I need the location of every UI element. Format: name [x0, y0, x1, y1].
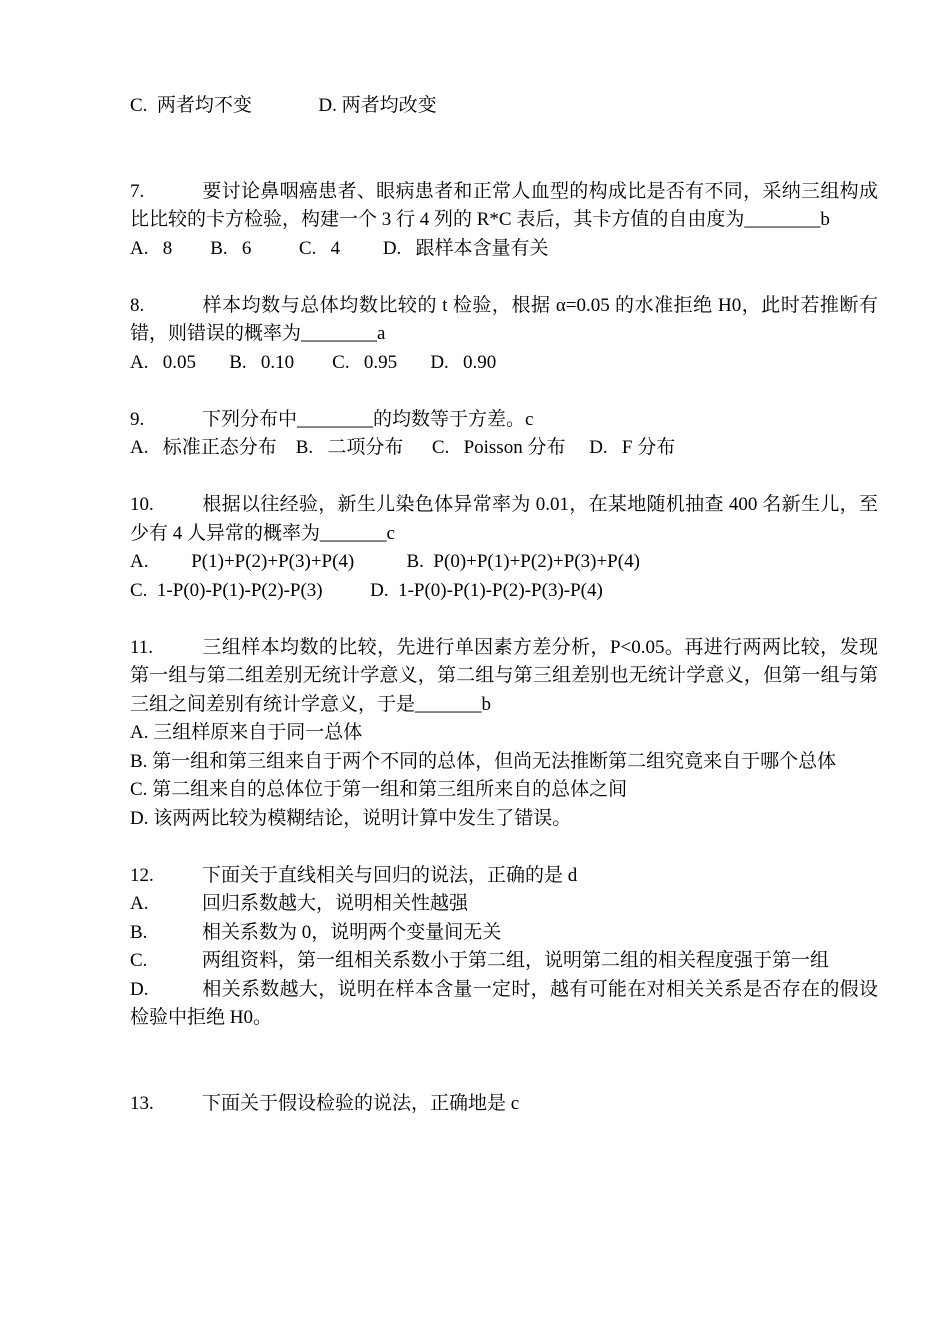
q10-number: 10. [130, 494, 154, 515]
q13-number: 13. [130, 1092, 154, 1114]
q12-option-c [130, 947, 878, 976]
q9-stem [130, 406, 878, 435]
q12-option-a [130, 890, 878, 919]
q8-options: A. 0.05 B. 0.10 C. 0.95 D. 0.90 [130, 351, 497, 373]
spacer [130, 263, 878, 292]
q12-option-c-text: 两组资料，第一组相关系数小于第二组，说明第二组的相关程度强于第一组 [202, 950, 830, 971]
q7-options: A. 8 B. 6 C. 4 D. 跟样本含量有关 [130, 237, 549, 259]
spacer [130, 833, 878, 862]
q9-options: A. 标准正态分布 B. 二项分布 C. Poisson 分布 D. F 分布 [130, 437, 676, 458]
q12-option-b-label: B. [130, 921, 148, 943]
q8-stem [130, 292, 878, 349]
q8-text: 样本均数与总体均数比较的 t 检验，根据 α=0.05 的水准拒绝 H0，此时若推断有错，则错误的概率为________a [130, 294, 878, 344]
document-body [130, 92, 878, 1118]
q12-option-d [130, 976, 878, 1033]
q7-text: 要讨论鼻咽癌患者、眼病患者和正常人血型的构成比是否有不同，采纳三组构成比比较的卡方检验，构建一个 3 行 4 列的 R*C 表后，其卡方值的自由度为________b [130, 180, 878, 230]
q12-option-c-label: C. [130, 950, 148, 971]
q12-option-b [130, 919, 878, 948]
q9-text: 下列分布中________的均数等于方差。c [202, 408, 534, 430]
q11-stem [130, 634, 878, 720]
q9-number: 9. [130, 408, 145, 430]
q10-options-2: C. 1-P(0)-P(1)-P(2)-P(3) D. 1-P(0)-P(1)-P(2)-P(3)-P(4) [130, 579, 603, 601]
q11-option-b: B. 第一组和第三组来自于两个不同的总体，但尚无法推断第二组究竟来自于哪个总体 [130, 750, 837, 772]
q6-options: C. 两者均不变 D. 两者均改变 [130, 95, 437, 116]
q10-text: 根据以往经验，新生儿染色体异常率为 0.01，在某地随机抽查 400 名新生儿，至少有 4 人异常的概率为_______c [130, 494, 878, 544]
spacer [130, 1033, 878, 1090]
q13-stem [130, 1090, 878, 1119]
q12-option-a-label: A. [130, 893, 149, 914]
q7-stem [130, 178, 878, 235]
q7-number: 7. [130, 180, 145, 202]
q12-option-d-text: 相关系数越大，说明在样本含量一定时，越有可能在对相关关系是否存在的假设检验中拒绝 H0。 [130, 978, 878, 1028]
spacer [130, 377, 878, 406]
q10-stem [130, 491, 878, 548]
q12-text: 下面关于直线相关与回归的说法，正确的是 d [202, 864, 578, 886]
q8-number: 8. [130, 294, 145, 316]
q11-option-d: D. 该两两比较为模糊结论，说明计算中发生了错误。 [130, 807, 572, 829]
q11-option-a: A. 三组样原来自于同一总体 [130, 722, 363, 743]
q12-option-b-text: 相关系数为 0，说明两个变量间无关 [202, 921, 502, 943]
spacer [130, 121, 878, 178]
q12-number: 12. [130, 864, 154, 886]
q11-number: 11. [130, 636, 154, 658]
spacer [130, 463, 878, 492]
q11-option-c: C. 第二组来自的总体位于第一组和第三组所来自的总体之间 [130, 779, 628, 800]
q12-option-a-text: 回归系数越大，说明相关性越强 [202, 893, 469, 914]
spacer [130, 605, 878, 634]
q10-options-1: A. P(1)+P(2)+P(3)+P(4) B. P(0)+P(1)+P(2)+P(3)+P(4) [130, 551, 640, 572]
q12-stem [130, 862, 878, 891]
q12-option-d-label: D. [130, 978, 149, 1000]
q13-text: 下面关于假设检验的说法，正确地是 c [202, 1092, 520, 1114]
q11-text: 三组样本均数的比较，先进行单因素方差分析，P<0.05。再进行两两比较，发现第一组与第二组差别无统计学意义，第二组与第三组差别也无统计学意义，但第一组与第三组之间差别有统计学意义，于是_______b [130, 636, 878, 715]
